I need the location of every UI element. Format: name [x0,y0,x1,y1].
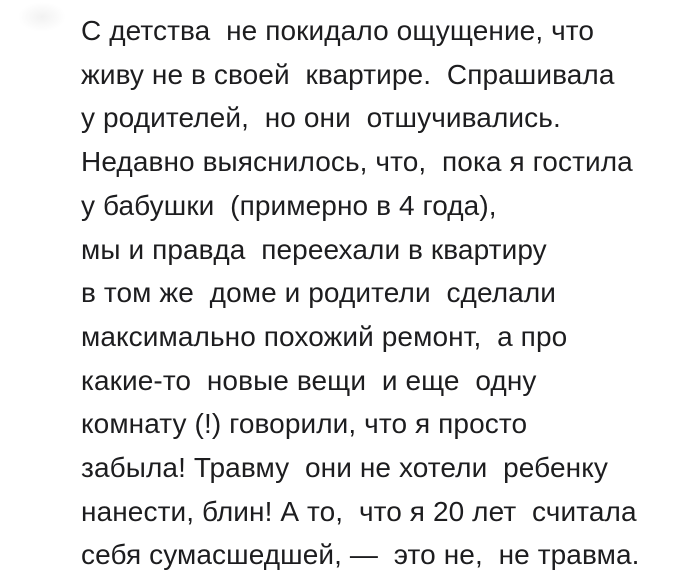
post-line: С детства не покидало ощущение, что [81,15,595,46]
post-line: мы и правда переехали в квартиру [81,233,547,265]
post-line: Недавно выяснилось, что, пока я гостила [81,146,633,178]
post-line: комнату (!) говорили, что я просто [81,408,528,440]
post-line: какие-то новые вещи и еще одну [81,364,537,396]
post-line: у родителей, но они отшучивались. [81,102,561,134]
post-line: в том же доме и родители сделали [81,277,557,309]
post-line: у бабушки (примерно в 4 года), [81,189,497,221]
post-line: максимально похожий ремонт, а про [81,320,568,352]
post-line: себя сумасшедшей, — это не, не травма. [81,539,640,571]
post-line: забыла! Травму они не хотели ребенку [81,452,608,484]
post-line: живу не в своей квартире. Спрашивала [81,58,615,90]
post-line: нанести, блин! А то, что я 20 лет считала [81,495,637,527]
